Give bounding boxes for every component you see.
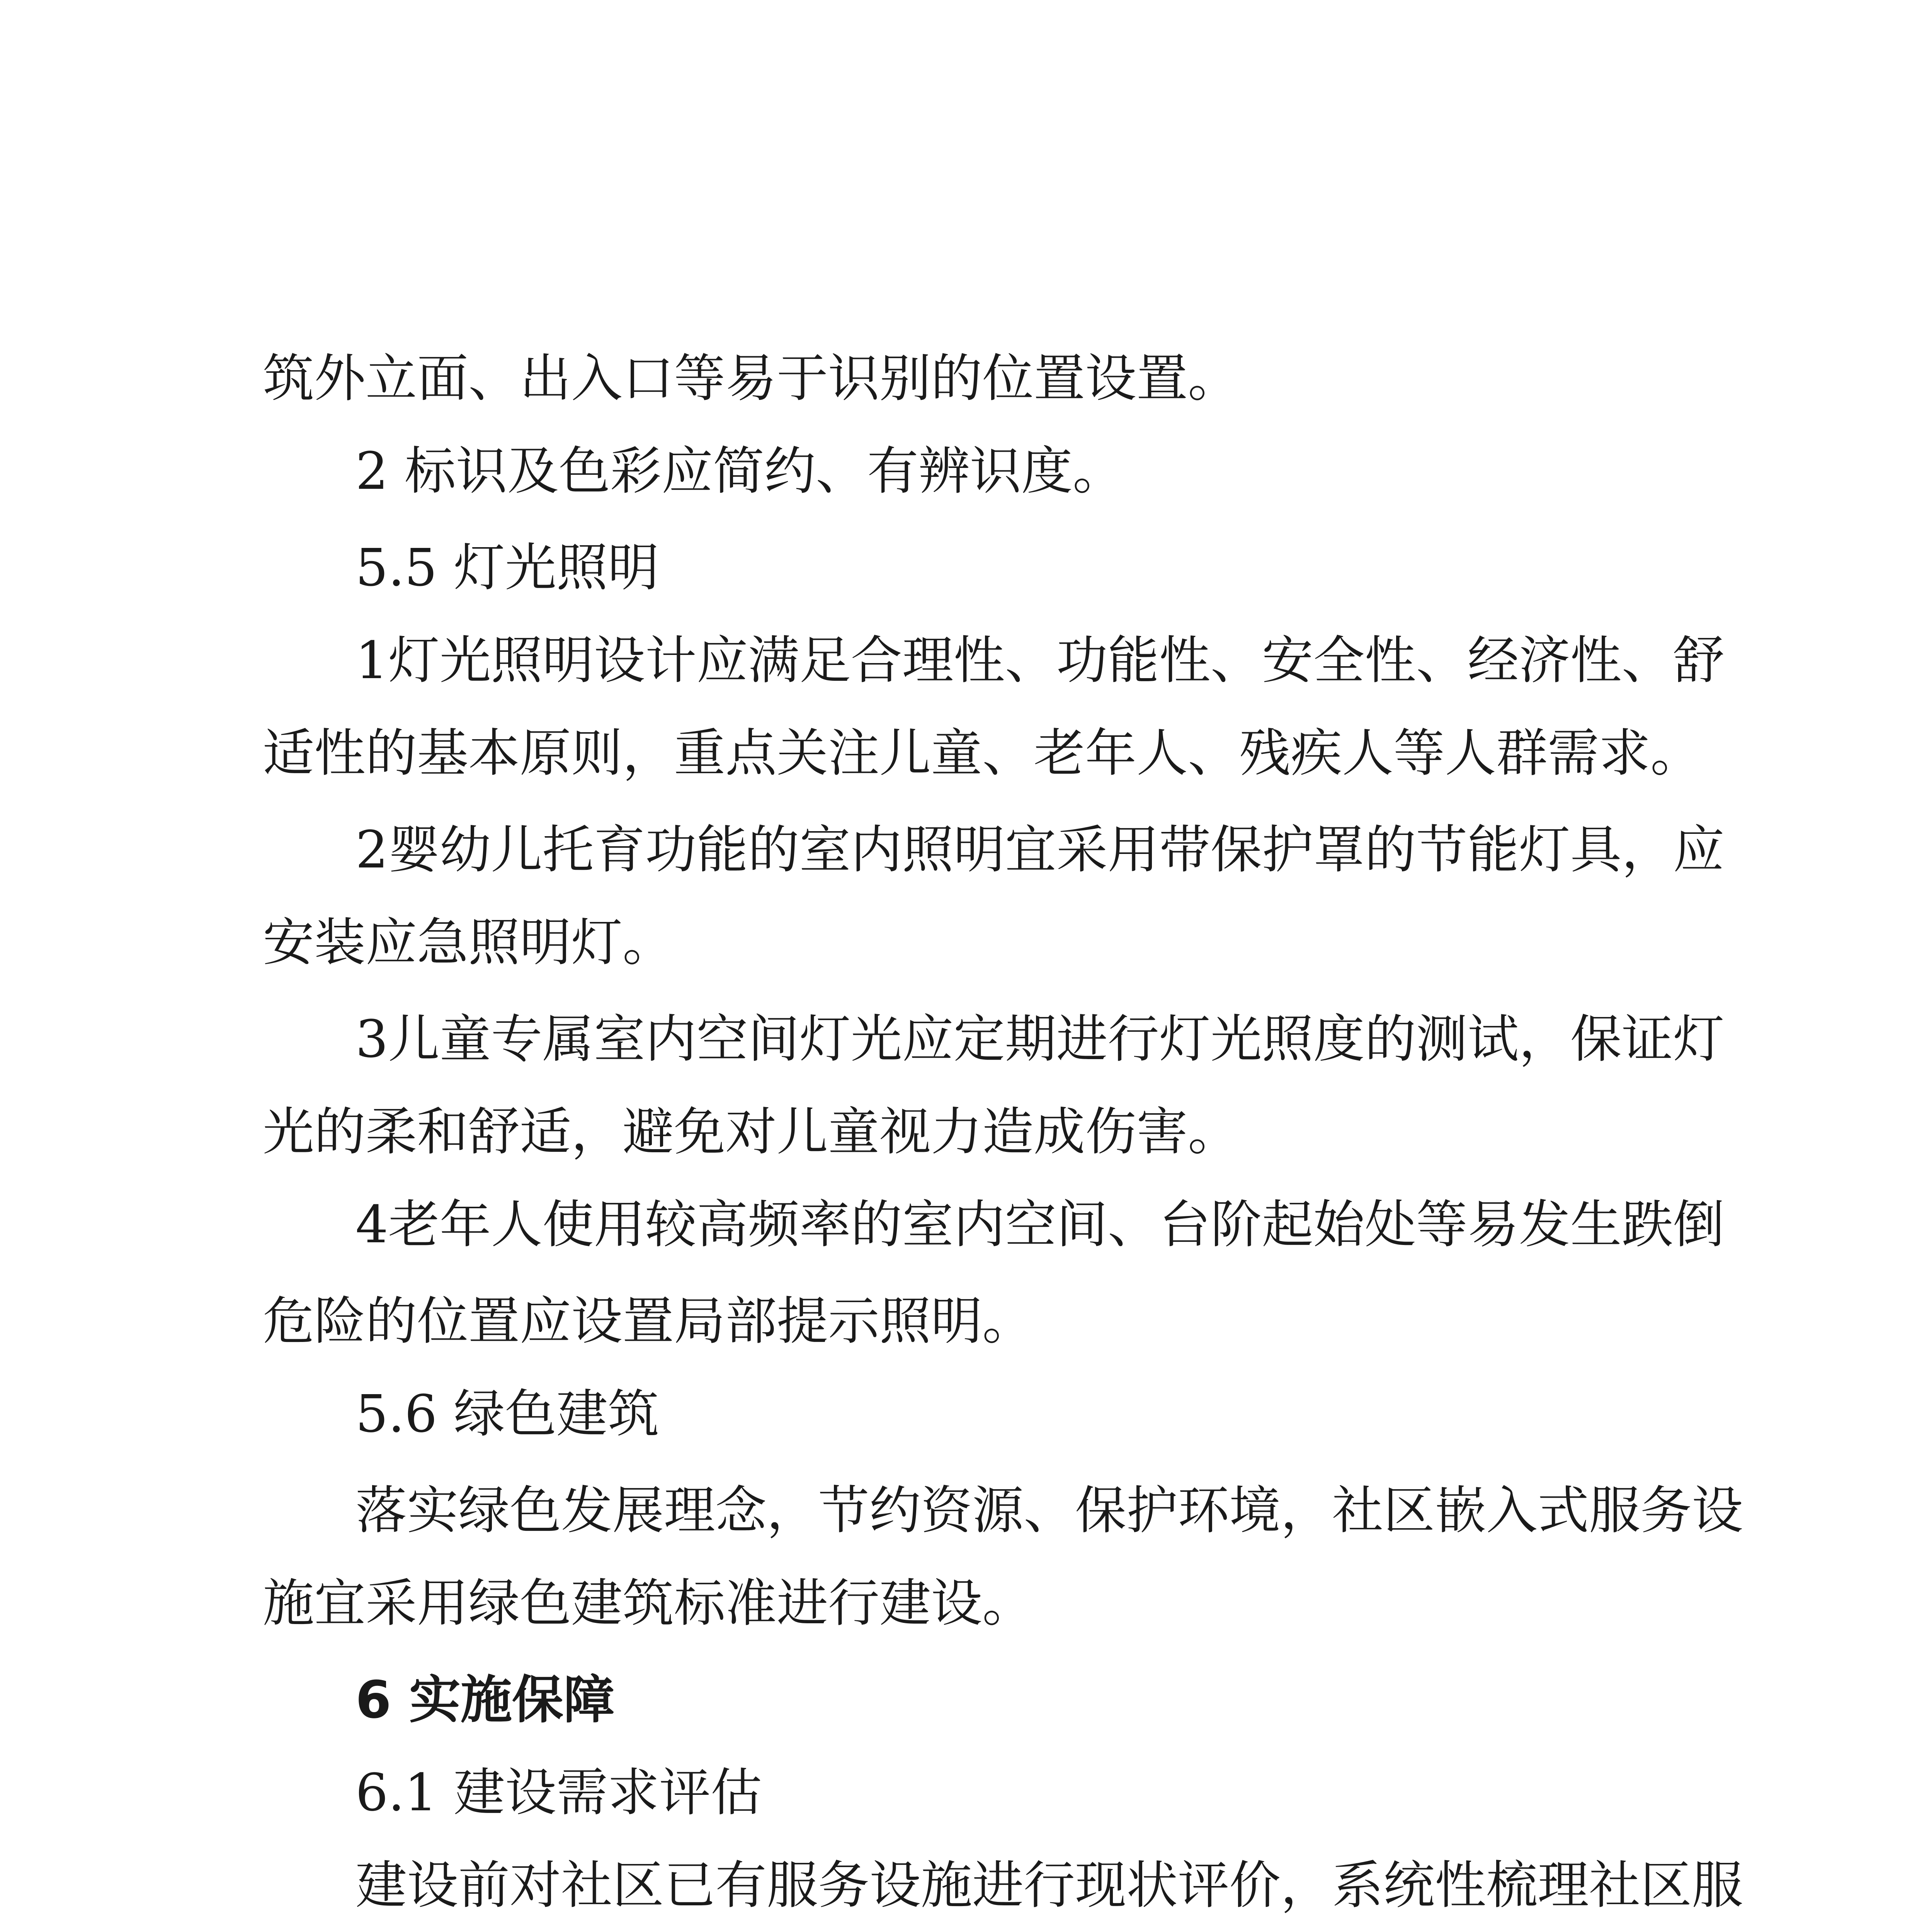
text-line-4: 1 灯 光 照 明 设 计 应 满 足 合 理 性 、 功 能 性 、 安 全 性 、 经 济 性 、 舒	[356, 631, 1725, 690]
text-line-13: 落 实 绿 色 发 展 理 念 ， 节 约 资 源 、 保 护 环 境 ， 社 区 嵌 入 式 服 务 设	[356, 1481, 1743, 1541]
text-line-14: 施宜采用绿色建筑标准进行建设。	[263, 1574, 1034, 1633]
text-line-2: 2 标识及色彩应简约、有辨识度。	[356, 442, 1124, 501]
text-line-7: 安装应急照明灯。	[263, 913, 674, 973]
chapter-heading-6: 6 实施保障	[356, 1670, 615, 1730]
text-line-17: 建 设 前 对 社 区 已 有 服 务 设 施 进 行 现 状 评 价 ， 系 统 性 梳 理 社 区 服	[356, 1856, 1743, 1915]
section-heading-5-6: 5.6 绿色建筑	[356, 1384, 659, 1444]
text-line-11: 危险的位置应设置局部提示照明。	[263, 1292, 1034, 1351]
text-line-10: 4 老 年 人 使 用 较 高 频 率 的 室 内 空 间 、 台 阶 起 始 处 等 易 发 生 跌 倒	[356, 1195, 1725, 1255]
text-line-6: 2 婴 幼 儿 托 育 功 能 的 室 内 照 明 宜 采 用 带 保 护 罩 的 节 能 灯 具 ， 应	[356, 820, 1725, 880]
text-line-1: 筑外立面、出入口等易于识别的位置设置。	[263, 349, 1239, 408]
section-heading-5-5: 5.5 灯光照明	[356, 538, 659, 598]
text-line-5: 适 性 的 基 本 原 则 ， 重 点 关 注 儿 童 、 老 年 人 、 残 疾 人 等 人 群 需 求 。	[263, 724, 1702, 783]
text-line-8: 3 儿 童 专 属 室 内 空 间 灯 光 应 定 期 进 行 灯 光 照 度 的 测 试 ， 保 证 灯	[356, 1010, 1725, 1069]
text-line-9: 光的柔和舒适，避免对儿童视力造成伤害。	[263, 1102, 1239, 1162]
section-heading-6-1: 6.1 建设需求评估	[356, 1763, 762, 1823]
